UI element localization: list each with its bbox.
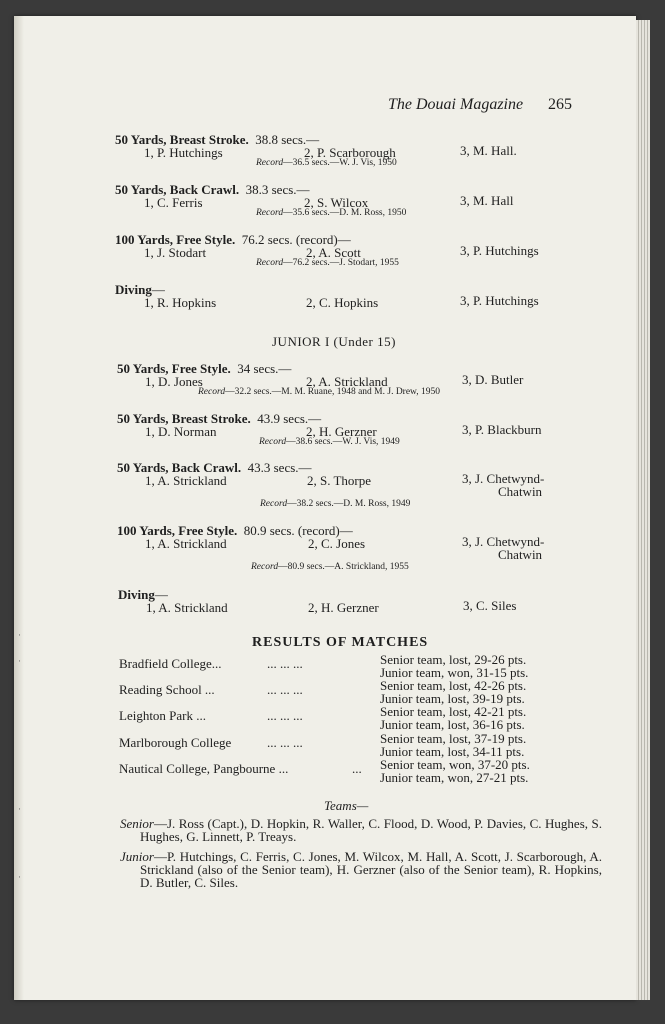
event-heading: 100 Yards, Free Style. 76.2 secs. (record)— (115, 232, 351, 247)
match-result: Senior team, lost, 42-26 pts. Junior team, lost, 39-19 pts. (380, 678, 527, 706)
place-second: 2, P. Scarborough (304, 145, 396, 160)
place-second: 2, S. Thorpe (307, 473, 372, 488)
place-third: 3, D. Butler (462, 372, 524, 387)
match-opponent: Leighton Park ... (119, 708, 207, 723)
section-heading: JUNIOR I (Under 15) (272, 334, 396, 349)
place-first: 1, D. Norman (145, 424, 217, 439)
place-second: 2, A. Strickland (306, 374, 388, 389)
match-result: Senior team, lost, 42-21 pts. Junior team, lost, 36-16 pts. (380, 704, 527, 732)
match-opponent: Nautical College, Pangbourne ... (119, 761, 289, 776)
leader-dots: ... ... ... (267, 708, 303, 723)
record-line: Record—32.2 secs.—M. M. Ruane, 1948 and M. J. Drew, 1950 (198, 387, 441, 397)
place-second: 2, S. Wilcox (304, 195, 369, 210)
page-number: 265 (548, 96, 572, 113)
match-opponent: Marlborough College (119, 735, 232, 750)
margin-mark: · (18, 872, 21, 882)
match-opponent: Reading School ... (119, 682, 215, 697)
senior-team-list: Senior—J. Ross (Capt.), D. Hopkin, R. Waller, C. Flood, D. Wood, P. Davies, C. Hughes, S. Hughes, G. Linnett, P. Treays. (120, 816, 602, 844)
running-header-title: The Douai Magazine (388, 96, 524, 113)
record-line: Record—36.5 secs.—W. J. Vis, 1950 (256, 158, 397, 168)
place-third: 3, C. Siles (463, 598, 517, 613)
match-result: Senior team, won, 37-20 pts. Junior team, won, 27-21 pts. (380, 757, 530, 785)
record-line: Record—38.6 secs.—W. J. Vis, 1949 (259, 437, 400, 447)
event-heading: 50 Yards, Breast Stroke. 43.9 secs.— (117, 411, 322, 426)
place-third: 3, P. Hutchings (460, 243, 539, 258)
record-line: Record—35.6 secs.—D. M. Ross, 1950 (256, 208, 407, 218)
place-third: 3, M. Hall. (460, 143, 517, 158)
teams-heading: Teams— (324, 798, 369, 813)
place-second: 2, C. Hopkins (306, 295, 379, 310)
record-line: Record—38.2 secs.—D. M. Ross, 1949 (260, 499, 411, 509)
record-line: Record—76.2 secs.—J. Stodart, 1955 (256, 258, 399, 268)
page-edges (636, 20, 650, 1000)
event-heading: 50 Yards, Free Style. 34 secs.— (117, 361, 292, 376)
match-result: Senior team, lost, 29-26 pts. Junior team, won, 31-15 pts. (380, 652, 529, 680)
place-third-continued: Chatwin (498, 484, 543, 499)
place-second: 2, H. Gerzner (308, 600, 379, 615)
margin-mark: · (18, 804, 21, 814)
place-third-continued: Chatwin (498, 547, 543, 562)
event-heading: 50 Yards, Back Crawl. 38.3 secs.— (115, 182, 310, 197)
place-second: 2, C. Jones (308, 536, 366, 551)
place-first: 1, A. Strickland (145, 536, 227, 551)
event-heading: 50 Yards, Back Crawl. 43.3 secs.— (117, 460, 312, 475)
leader-dots: ... ... ... (267, 682, 303, 697)
match-opponent: Bradfield College... (119, 656, 222, 671)
margin-mark: · (18, 630, 21, 640)
junior-team-list: Junior—P. Hutchings, C. Ferris, C. Jones, M. Wilcox, M. Hall, A. Scott, J. Scarborough, A. Strickland (also of the Senior team), H. Gerzner (also of the Senior team), R. Hopkins, D. Butler, C. Siles. (120, 849, 602, 890)
place-first: 1, A. Strickland (145, 473, 227, 488)
place-second: 2, H. Gerzner (306, 424, 377, 439)
place-first: 1, C. Ferris (144, 195, 203, 210)
leader-dots: ... (352, 761, 362, 776)
place-first: 1, A. Strickland (146, 600, 228, 615)
match-result: Senior team, lost, 37-19 pts. Junior team, lost, 34-11 pts. (380, 731, 527, 759)
event-heading: 100 Yards, Free Style. 80.9 secs. (record)— (117, 523, 353, 538)
book-page (14, 16, 636, 1000)
place-second: 2, A. Scott (306, 245, 361, 260)
event-heading: Diving— (118, 587, 168, 602)
place-first: 1, R. Hopkins (144, 295, 217, 310)
margin-mark: · (18, 656, 21, 666)
event-heading: 50 Yards, Breast Stroke. 38.8 secs.— (115, 132, 320, 147)
place-third: 3, P. Blackburn (462, 422, 542, 437)
record-line: Record—80.9 secs.—A. Strickland, 1955 (251, 562, 409, 572)
place-first: 1, D. Jones (145, 374, 203, 389)
place-first: 1, P. Hutchings (144, 145, 223, 160)
results-heading: RESULTS OF MATCHES (252, 635, 429, 650)
place-first: 1, J. Stodart (144, 245, 207, 260)
place-third: 3, P. Hutchings (460, 293, 539, 308)
place-third: 3, M. Hall (460, 193, 514, 208)
leader-dots: ... ... ... (267, 735, 303, 750)
leader-dots: ... ... ... (267, 656, 303, 671)
place-third: 3, J. Chetwynd- (462, 471, 545, 486)
page-gutter (14, 16, 24, 1000)
event-heading: Diving— (115, 282, 165, 297)
place-third: 3, J. Chetwynd- (462, 534, 545, 549)
